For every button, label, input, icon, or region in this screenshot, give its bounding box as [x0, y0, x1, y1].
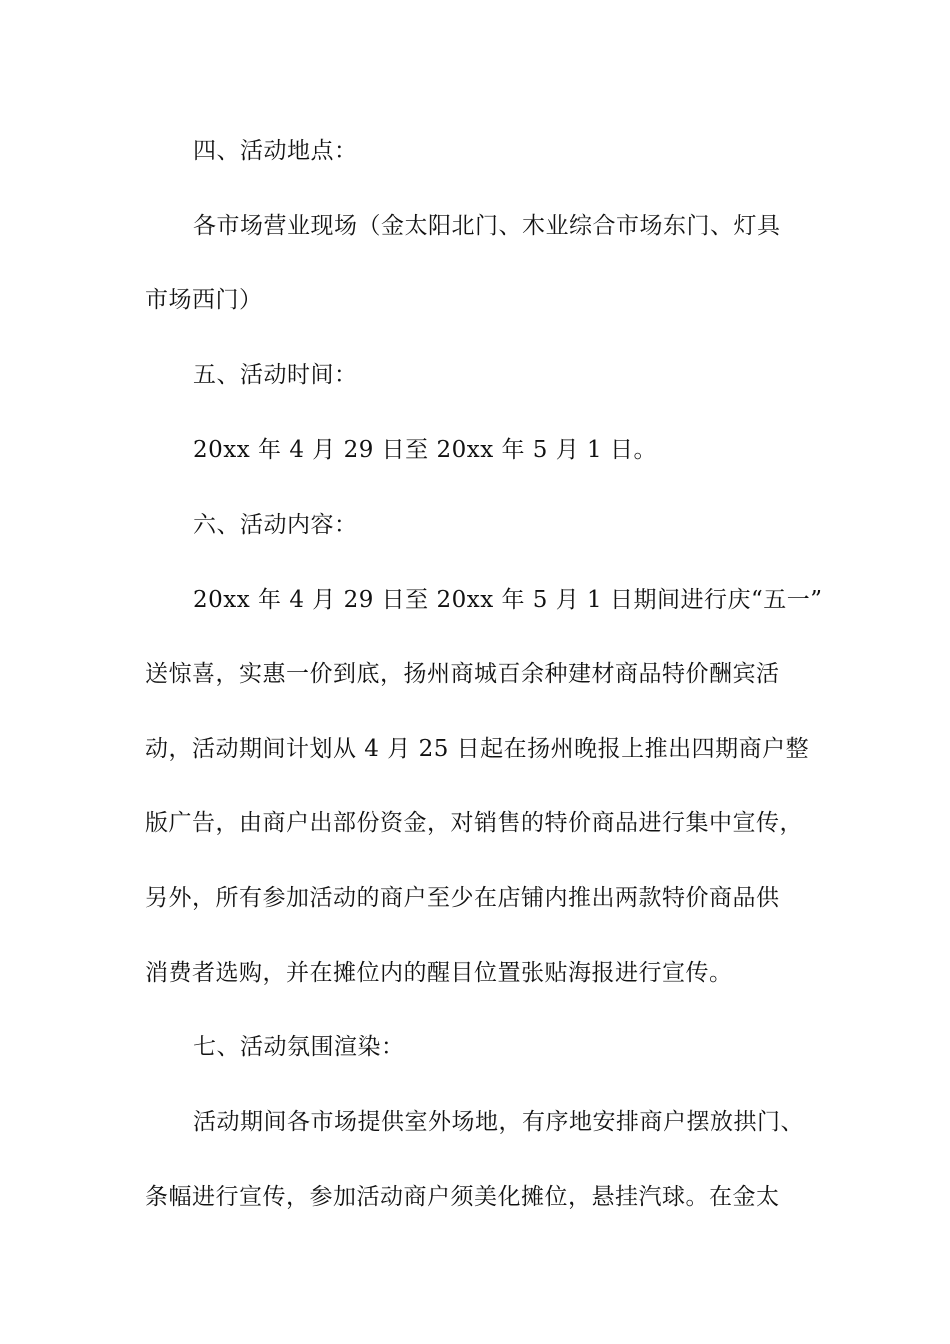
paragraph-line: 20xx 年 4 月 29 日至 20xx 年 5 月 1 日期间进行庆“五一”	[193, 587, 823, 613]
paragraph-line: 20xx 年 4 月 29 日至 20xx 年 5 月 1 日。	[193, 437, 658, 463]
section-heading-time: 五、活动时间：	[193, 362, 358, 388]
section-heading-location: 四、活动地点：	[193, 138, 358, 164]
paragraph-line: 消费者选购，并在摊位内的醒目位置张贴海报进行宣传。	[145, 960, 733, 986]
section-heading-content: 六、活动内容：	[193, 512, 358, 538]
paragraph-line: 另外，所有参加活动的商户至少在店铺内推出两款特价商品供	[145, 885, 780, 911]
paragraph-line: 活动期间各市场提供室外场地，有序地安排商户摆放拱门、	[193, 1109, 804, 1135]
section-heading-atmosphere: 七、活动氛围渲染：	[193, 1034, 405, 1060]
paragraph-line: 条幅进行宣传，参加活动商户须美化摊位，悬挂汽球。在金太	[145, 1184, 780, 1210]
paragraph-line: 市场西门）	[145, 287, 263, 313]
paragraph-line: 送惊喜，实惠一价到底，扬州商城百余种建材商品特价酬宾活	[145, 661, 780, 687]
paragraph-line: 动，活动期间计划从 4 月 25 日起在扬州晚报上推出四期商户整	[145, 736, 810, 762]
paragraph-line: 各市场营业现场（金太阳北门、木业综合市场东门、灯具	[193, 213, 781, 239]
paragraph-line: 版广告，由商户出部份资金，对销售的特价商品进行集中宣传，	[145, 810, 803, 836]
